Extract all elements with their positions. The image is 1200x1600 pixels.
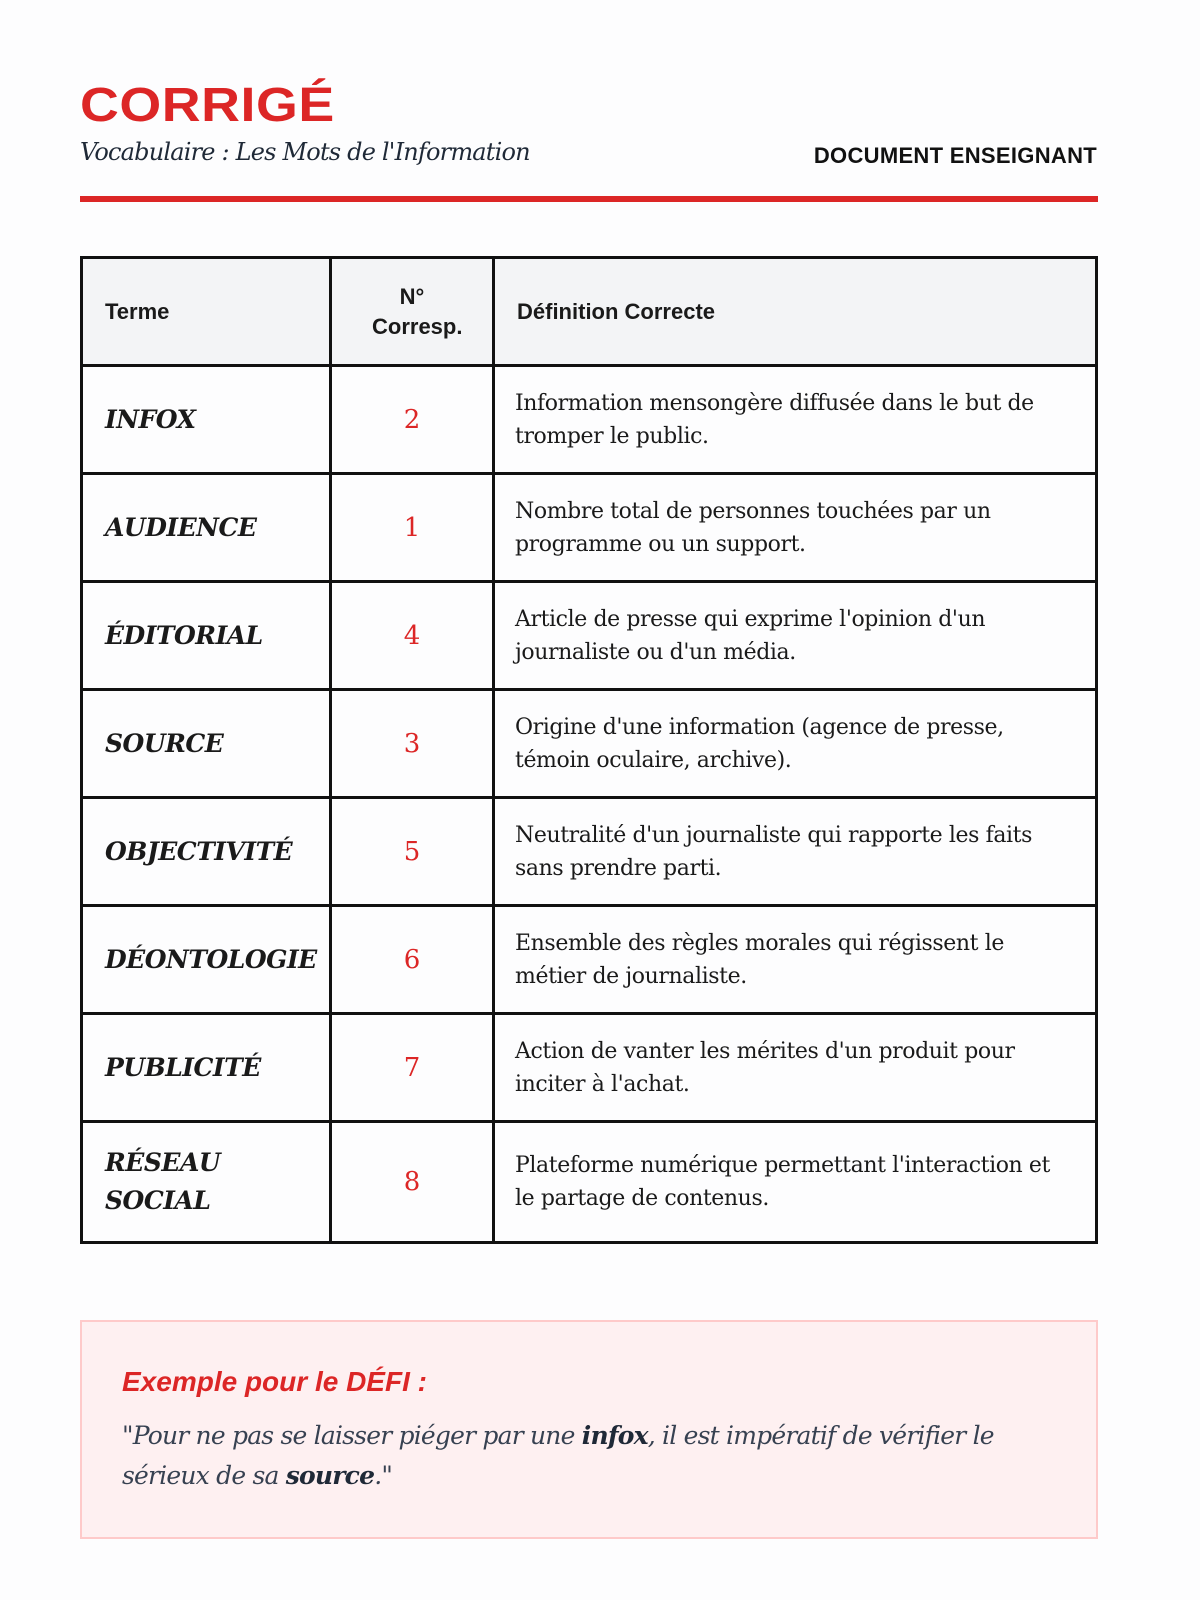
definition-cell: Article de presse qui exprime l'opinion d'un journaliste ou d'un média. [494,582,1097,690]
header-definition: Définition Correcte [494,258,1097,366]
number-cell: 5 [331,798,494,906]
definition-cell: Ensemble des règles morales qui régissent le métier de journaliste. [494,906,1097,1014]
page-subtitle: Vocabulaire : Les Mots de l'Information [80,138,530,166]
table-header-row [82,258,1097,366]
term-cell: OBJECTIVITÉ [82,798,331,906]
document-type-label: DOCUMENT ENSEIGNANT [813,143,1097,168]
table-row [82,798,1097,906]
definition-cell: Origine d'une information (agence de presse, témoin oculaire, archive). [494,690,1097,798]
example-box [80,1320,1098,1539]
term-cell: RÉSEAU SOCIAL [82,1122,331,1243]
number-cell: 1 [331,474,494,582]
example-quote: "Pour ne pas se laisser piéger par une infox, il est impératif de vérifier le sérieux de sa source." [122,1421,994,1490]
header-number: N° Corresp. [331,258,494,366]
table-row [82,1014,1097,1122]
definition-cell: Action de vanter les mérites d'un produit pour inciter à l'achat. [494,1014,1097,1122]
number-cell: 3 [331,690,494,798]
definition-cell: Information mensongère diffusée dans le but de tromper le public. [494,366,1097,474]
number-cell: 4 [331,582,494,690]
number-cell: 8 [331,1122,494,1243]
definition-cell: Plateforme numérique permettant l'interaction et le partage de contenus. [494,1122,1097,1243]
header-term: Terme [82,258,331,366]
number-cell: 6 [331,906,494,1014]
term-cell: AUDIENCE [82,474,331,582]
number-cell: 2 [331,366,494,474]
term-cell: DÉONTOLOGIE [82,906,331,1014]
definition-cell: Neutralité d'un journaliste qui rapporte les faits sans prendre parti. [494,798,1097,906]
number-cell: 7 [331,1014,494,1122]
page-title: CORRIGÉ [80,79,335,132]
table-row [82,690,1097,798]
table-row [82,582,1097,690]
table-row [82,366,1097,474]
term-cell: SOURCE [82,690,331,798]
vocabulary-table [80,256,1098,1244]
table-row [82,1122,1097,1243]
table-row [82,474,1097,582]
table-row [82,906,1097,1014]
definition-cell: Nombre total de personnes touchées par un programme ou un support. [494,474,1097,582]
term-cell: PUBLICITÉ [82,1014,331,1122]
term-cell: ÉDITORIAL [82,582,331,690]
term-cell: INFOX [82,366,331,474]
example-title: Exemple pour le DÉFI : [122,1366,427,1397]
header-divider [80,196,1098,202]
